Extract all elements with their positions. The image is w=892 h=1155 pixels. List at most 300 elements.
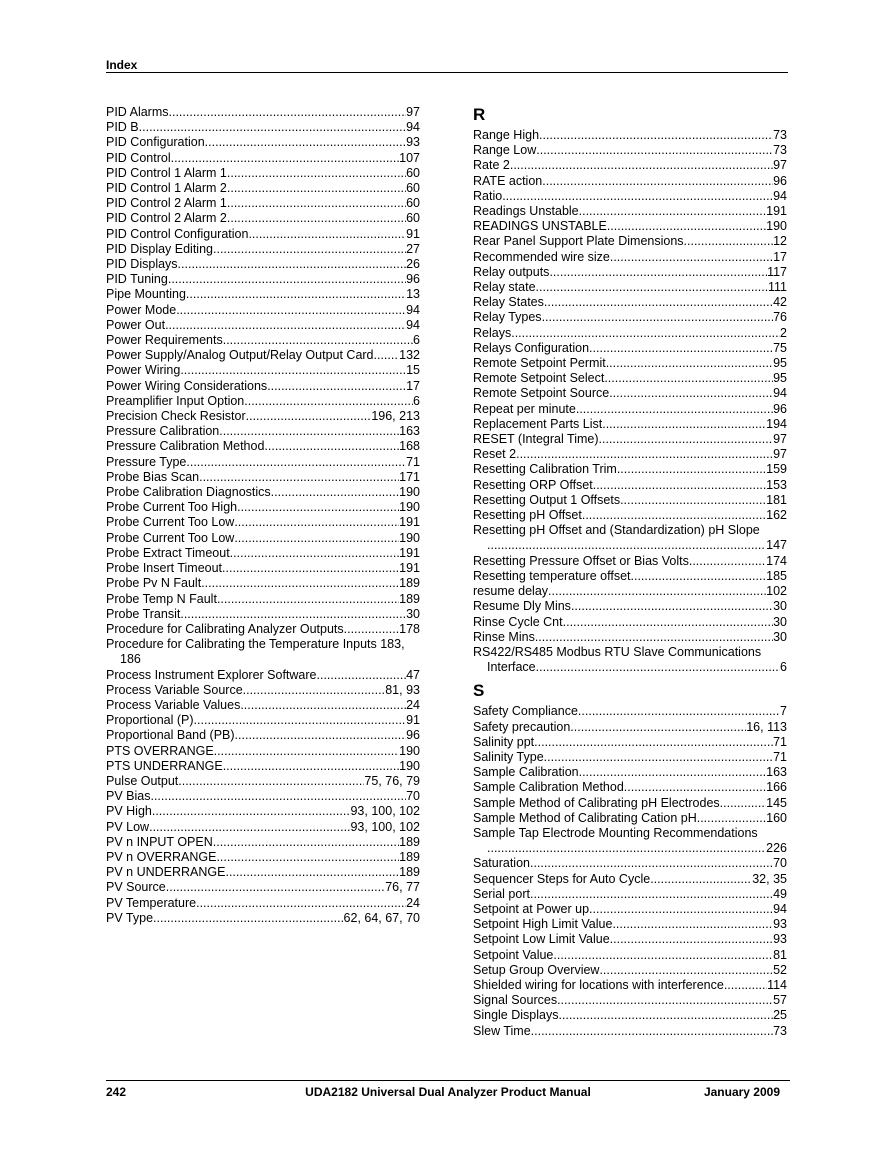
entry-leader-dots [223, 759, 399, 774]
entry-page-ref: 71 [406, 454, 420, 469]
index-entry [106, 394, 420, 409]
entry-term: Sample Calibration [473, 765, 579, 780]
entry-page-ref: 97 [773, 158, 787, 173]
index-entry [473, 978, 787, 993]
entry-term: Resetting pH Offset and (Standardization) pH Slope [473, 523, 760, 538]
index-entry [473, 371, 787, 386]
entry-term: Setpoint High Limit Value [473, 917, 613, 932]
entry-page-ref: 160 [766, 810, 787, 825]
entry-leader-dots [246, 409, 372, 424]
entry-page-ref: 60 [406, 181, 420, 196]
entry-leader-dots [516, 447, 773, 462]
entry-leader-dots [539, 128, 773, 143]
entry-leader-dots [589, 341, 773, 356]
entry-page-ref: 17 [773, 249, 787, 264]
entry-page-ref: 191 [766, 204, 787, 219]
entry-page-ref: 81 [773, 947, 787, 962]
entry-leader-dots [234, 531, 399, 546]
entry-term: Setup Group Overview [473, 962, 600, 977]
entry-term: Relay state [473, 280, 536, 295]
index-entry [473, 630, 787, 645]
index-entry [106, 485, 420, 500]
entry-leader-dots [511, 326, 780, 341]
entry-leader-dots [689, 554, 766, 569]
entry-term: Procedure for Calibrating the Temperature Inputs 183, [106, 637, 405, 652]
index-entry [106, 242, 420, 257]
index-entry [106, 363, 420, 378]
entry-term: Power Wiring Considerations [106, 378, 268, 393]
footer-manual-title: UDA2182 Universal Dual Analyzer Product Manual [305, 1085, 591, 1099]
entry-term: Relays [473, 325, 512, 340]
entry-term: Power Mode [106, 302, 177, 317]
entry-leader-dots [724, 978, 767, 993]
index-entry [473, 811, 787, 826]
entry-page-ref: 174 [766, 553, 787, 568]
index-entry [473, 704, 787, 719]
index-entry [106, 105, 420, 120]
entry-page-ref: 190 [399, 530, 420, 545]
entry-leader-dots [213, 835, 399, 850]
entry-page-ref: 76, 77 [385, 880, 420, 895]
index-entry [106, 804, 420, 819]
entry-term: Setpoint Value [473, 947, 554, 962]
section-letter: S [473, 681, 485, 701]
entry-leader-dots [344, 622, 400, 637]
entry-page-ref: 94 [406, 120, 420, 135]
index-entry [106, 576, 420, 591]
entry-term: PID B [106, 120, 139, 135]
index-entry [473, 174, 787, 189]
entry-term: Remote Setpoint Select [473, 371, 605, 386]
entry-page-ref: 162 [766, 508, 787, 523]
entry-page-ref: 60 [406, 196, 420, 211]
index-entry [473, 599, 787, 614]
index-entry [106, 196, 420, 211]
entry-leader-dots [544, 295, 773, 310]
entry-leader-dots [178, 774, 364, 789]
entry-page-ref: 30 [773, 614, 787, 629]
entry-leader-dots [235, 728, 407, 743]
index-entry [106, 683, 420, 698]
entry-leader-dots [563, 615, 773, 630]
index-entry [473, 917, 787, 932]
entry-leader-dots [227, 166, 406, 181]
entry-page-ref: 91 [406, 226, 420, 241]
entry-leader-dots [549, 265, 767, 280]
entry-leader-dots [610, 250, 773, 265]
entry-page-ref: 97 [773, 447, 787, 462]
entry-leader-dots [534, 735, 773, 750]
index-entry [473, 1024, 787, 1039]
index-entry [106, 820, 420, 835]
entry-leader-dots [205, 135, 406, 150]
entry-term: Probe Insert Timeout [106, 561, 223, 576]
entry-page-ref: 178 [399, 621, 420, 636]
entry-leader-dots [684, 234, 774, 249]
entry-term: PID Configuration [106, 135, 205, 150]
entry-leader-dots [599, 963, 773, 978]
index-entry [473, 462, 787, 477]
index-entry [106, 713, 420, 728]
entry-term: Power Out [106, 317, 166, 332]
entry-leader-dots [165, 318, 406, 333]
index-column-left [106, 105, 420, 926]
index-entry [473, 189, 787, 204]
section-letter: R [473, 105, 486, 124]
entry-page-ref: 96 [406, 272, 420, 287]
entry-leader-dots [544, 750, 773, 765]
index-entry [473, 948, 787, 963]
entry-leader-dots [571, 599, 773, 614]
entry-leader-dots [578, 704, 780, 719]
entry-leader-dots [171, 151, 400, 166]
index-entry [473, 478, 787, 493]
entry-leader-dots [510, 158, 773, 173]
index-entry [473, 796, 787, 811]
entry-page-ref: 97 [773, 432, 787, 447]
index-entry [106, 668, 420, 683]
entry-leader-dots [558, 1008, 773, 1023]
index-entry [106, 287, 420, 302]
entry-page-ref: 26 [406, 257, 420, 272]
entry-leader-dots [530, 856, 773, 871]
entry-leader-dots [720, 796, 766, 811]
entry-page-ref: 95 [773, 371, 787, 386]
entry-term: Safety precaution [473, 719, 571, 734]
entry-term: Salinity ppt [473, 734, 535, 749]
entry-page-ref: 111 [767, 280, 787, 295]
index-entry [106, 333, 420, 348]
entry-term: Recommended wire size [473, 249, 610, 264]
entry-term: Resetting temperature offset [473, 568, 631, 583]
entry-leader-dots [557, 993, 773, 1008]
entry-leader-dots [602, 417, 766, 432]
entry-leader-dots [227, 181, 406, 196]
entry-leader-dots [542, 174, 773, 189]
entry-page-ref: 163 [399, 424, 420, 439]
entry-page-ref: 168 [399, 439, 420, 454]
entry-page-ref: 189 [399, 849, 420, 864]
index-entry [106, 120, 420, 135]
entry-term: PID Control 2 Alarm 2 [106, 211, 227, 226]
entry-page-ref: 71 [773, 734, 787, 749]
entry-leader-dots [169, 105, 407, 120]
entry-page-ref: 15 [406, 363, 420, 378]
index-entry [473, 432, 787, 447]
entry-term: Slew Time [473, 1023, 531, 1038]
entry-leader-dots [536, 660, 780, 675]
index-entry [106, 880, 420, 895]
index-entry [106, 181, 420, 196]
entry-page-ref: 102 [766, 584, 787, 599]
entry-page-ref: 147 [766, 538, 787, 553]
entry-page-ref: 96 [773, 401, 787, 416]
index-entry [473, 417, 787, 432]
entry-leader-dots [139, 120, 406, 135]
entry-term: Remote Setpoint Permit [473, 356, 606, 371]
entry-page-ref: 94 [773, 188, 787, 203]
entry-leader-dots [531, 1024, 773, 1039]
index-entry [106, 622, 420, 637]
entry-page-ref: 190 [399, 743, 420, 758]
entry-leader-dots [267, 379, 406, 394]
entry-term: Proportional (P) [106, 713, 194, 728]
index-entry [106, 896, 420, 911]
entry-term: PTS UNDERRANGE [106, 758, 223, 773]
index-entry [473, 554, 787, 569]
entry-page-ref: 163 [766, 765, 787, 780]
entry-page-ref: 190 [399, 500, 420, 515]
entry-leader-dots [553, 948, 773, 963]
entry-term: PV n OVERRANGE [106, 849, 217, 864]
entry-leader-dots [650, 872, 752, 887]
entry-leader-dots [248, 227, 406, 242]
entry-page-ref: 189 [399, 834, 420, 849]
entry-leader-dots [599, 432, 774, 447]
entry-term: PTS OVERRANGE [106, 743, 214, 758]
index-entry [106, 166, 420, 181]
entry-term: Rear Panel Support Plate Dimensions [473, 234, 684, 249]
index-entry [473, 493, 787, 508]
index-entry [473, 158, 787, 173]
entry-page-ref: 12 [773, 234, 787, 249]
entry-term: Signal Sources [473, 993, 558, 1008]
entry-page-ref: 185 [766, 568, 787, 583]
entry-leader-dots [579, 765, 767, 780]
entry-page-ref: 27 [406, 241, 420, 256]
index-entry [473, 310, 787, 325]
entry-page-ref: 73 [773, 128, 787, 142]
entry-leader-dots [237, 500, 399, 515]
entry-page-ref: 30 [773, 629, 787, 644]
entry-term: Remote Setpoint Source [473, 386, 610, 401]
index-entry [473, 887, 787, 902]
index-entry [473, 219, 787, 234]
entry-leader-dots [201, 576, 399, 591]
entry-term: Probe Current Too Low [106, 530, 235, 545]
entry-page-ref: 97 [406, 105, 420, 119]
entry-term: Power Supply/Analog Output/Relay Output Card [106, 348, 374, 363]
entry-term: PID Alarms [106, 105, 169, 119]
index-entry [106, 835, 420, 850]
entry-page-ref: 191 [399, 545, 420, 560]
index-entry [106, 151, 420, 166]
entry-page-ref: 191 [399, 561, 420, 576]
entry-term: PV High [106, 804, 152, 819]
entry-page-ref: 24 [406, 697, 420, 712]
index-entry [106, 744, 420, 759]
entry-term: Relay Types [473, 310, 542, 325]
entry-page-ref: 93 [773, 932, 787, 947]
entry-page-ref: 226 [766, 841, 787, 856]
entry-leader-dots [593, 478, 766, 493]
entry-leader-dots [225, 865, 399, 880]
entry-leader-dots [271, 485, 399, 500]
index-entry [106, 592, 420, 607]
entry-leader-dots [535, 630, 773, 645]
index-entry [473, 735, 787, 750]
entry-page-ref: 70 [406, 789, 420, 804]
index-entry [473, 963, 787, 978]
entry-page-ref: 93 [773, 917, 787, 932]
footer-date: January 2009 [703, 1085, 780, 1099]
entry-term: PV Temperature [106, 895, 197, 910]
entry-term: Precision Check Resistor [106, 409, 246, 424]
index-entry [473, 584, 787, 599]
entry-page-ref: 49 [773, 886, 787, 901]
entry-term: Probe Pv N Fault [106, 576, 202, 591]
entry-page-ref: 32, 35 [752, 871, 787, 886]
entry-term: Serial port [473, 886, 530, 901]
entry-term: PID Displays [106, 257, 178, 272]
entry-page-ref: 42 [773, 295, 787, 310]
entry-leader-dots [609, 386, 773, 401]
entry-term: RESET (Integral Time) [473, 432, 599, 447]
entry-term: Range Low [473, 143, 537, 158]
index-entry [473, 295, 787, 310]
entry-term: PID Control Configuration [106, 226, 249, 241]
entry-page-ref: 73 [773, 143, 787, 158]
entry-leader-dots [582, 508, 766, 523]
entry-term: Resume Dly Mins [473, 599, 571, 614]
index-entry [106, 348, 420, 363]
index-entry [473, 447, 787, 462]
entry-term: Process Variable Values [106, 697, 241, 712]
index-entry [473, 615, 787, 630]
entry-page-ref: 96 [773, 173, 787, 188]
index-entry [106, 546, 420, 561]
entry-term: Probe Transit [106, 606, 181, 621]
entry-term: Resetting Output 1 Offsets [473, 492, 621, 507]
entry-term: Pressure Type [106, 454, 187, 469]
index-entry [106, 637, 420, 667]
entry-term: Procedure for Calibrating Analyzer Outputs [106, 621, 344, 636]
entry-page-ref: 191 [399, 515, 420, 530]
entry-term: Probe Bias Scan [106, 469, 200, 484]
index-entry [473, 523, 787, 553]
index-entry [106, 865, 420, 880]
entry-page-ref: 16, 113 [746, 719, 787, 734]
index-entry [473, 402, 787, 417]
index-entry [106, 439, 420, 454]
entry-term: Power Wiring [106, 363, 181, 378]
entry-page-ref: 132 [399, 348, 420, 363]
entry-term: Safety Compliance [473, 704, 578, 719]
entry-page-ref: 95 [773, 356, 787, 371]
entry-term: Readings Unstable [473, 204, 579, 219]
entry-leader-dots [570, 720, 746, 735]
index-entry [473, 234, 787, 249]
entry-term-continuation: 186 [120, 652, 141, 667]
entry-term: Probe Current Too High [106, 500, 238, 515]
index-entry [106, 759, 420, 774]
entry-leader-dots [374, 348, 400, 363]
entry-page-ref: 94 [406, 302, 420, 317]
index-entry [473, 826, 787, 856]
index-entry [106, 728, 420, 743]
entry-leader-dots [487, 841, 766, 856]
entry-term: Process Instrument Explorer Software [106, 667, 317, 682]
entry-leader-dots [624, 780, 766, 795]
entry-leader-dots [186, 455, 406, 470]
entry-leader-dots [612, 917, 773, 932]
index-entry [106, 531, 420, 546]
entry-leader-dots [617, 462, 766, 477]
entry-leader-dots [152, 804, 351, 819]
entry-leader-dots [180, 607, 406, 622]
entry-page-ref: 94 [773, 901, 787, 916]
index-entry [473, 993, 787, 1008]
entry-term: READINGS UNSTABLE [473, 219, 607, 234]
entry-term: PID Display Editing [106, 241, 213, 256]
entry-term: Probe Temp N Fault [106, 591, 217, 606]
index-entry [106, 789, 420, 804]
entry-leader-dots [176, 303, 406, 318]
index-entry [473, 902, 787, 917]
entry-term: PV n INPUT OPEN [106, 834, 213, 849]
entry-leader-dots [168, 272, 406, 287]
entry-term: Pulse Output [106, 773, 179, 788]
entry-leader-dots [223, 333, 413, 348]
entry-leader-dots [606, 356, 773, 371]
entry-page-ref: 145 [766, 795, 787, 810]
entry-term: Saturation [473, 856, 530, 871]
entry-page-ref: 190 [399, 485, 420, 500]
index-entry [106, 211, 420, 226]
entry-leader-dots [219, 424, 399, 439]
entry-term: Rinse Cycle Cnt [473, 614, 563, 629]
entry-page-ref: 60 [406, 211, 420, 226]
entry-term: PV n UNDERRANGE [106, 865, 226, 880]
entry-term: Probe Extract Timeout [106, 545, 230, 560]
index-entry [106, 303, 420, 318]
entry-page-ref: 190 [766, 219, 787, 234]
entry-page-ref: 71 [773, 749, 787, 764]
entry-leader-dots [196, 896, 406, 911]
index-entry [106, 272, 420, 287]
entry-leader-dots [576, 402, 773, 417]
entry-leader-dots [180, 363, 406, 378]
entry-page-ref: 2 [780, 325, 787, 340]
entry-leader-dots [317, 668, 407, 683]
entry-leader-dots [542, 310, 774, 325]
entry-leader-dots [631, 569, 767, 584]
index-entry [473, 250, 787, 265]
entry-page-ref: 6 [780, 660, 787, 675]
entry-leader-dots [589, 902, 773, 917]
entry-page-ref: 76 [773, 310, 787, 325]
entry-term: Setpoint at Power up [473, 901, 590, 916]
index-entry [106, 227, 420, 242]
entry-page-ref: 196, 213 [371, 409, 420, 424]
entry-term: PV Source [106, 880, 166, 895]
entry-page-ref: 114 [767, 977, 787, 992]
entry-term: PID Control 1 Alarm 1 [106, 165, 227, 180]
page-footer [106, 1080, 790, 1099]
entry-page-ref: 30 [773, 599, 787, 614]
index-entry [106, 698, 420, 713]
entry-term: Salinity Type [473, 749, 544, 764]
index-entry [473, 265, 787, 280]
entry-term: Sequencer Steps for Auto Cycle [473, 871, 651, 886]
entry-page-ref: 93, 100, 102 [350, 819, 420, 834]
entry-leader-dots [487, 538, 766, 553]
entry-page-ref: 70 [773, 856, 787, 871]
entry-term: Repeat per minute [473, 401, 576, 416]
entry-page-ref: 6 [413, 393, 420, 408]
entry-leader-dots [502, 189, 773, 204]
index-entry [106, 424, 420, 439]
